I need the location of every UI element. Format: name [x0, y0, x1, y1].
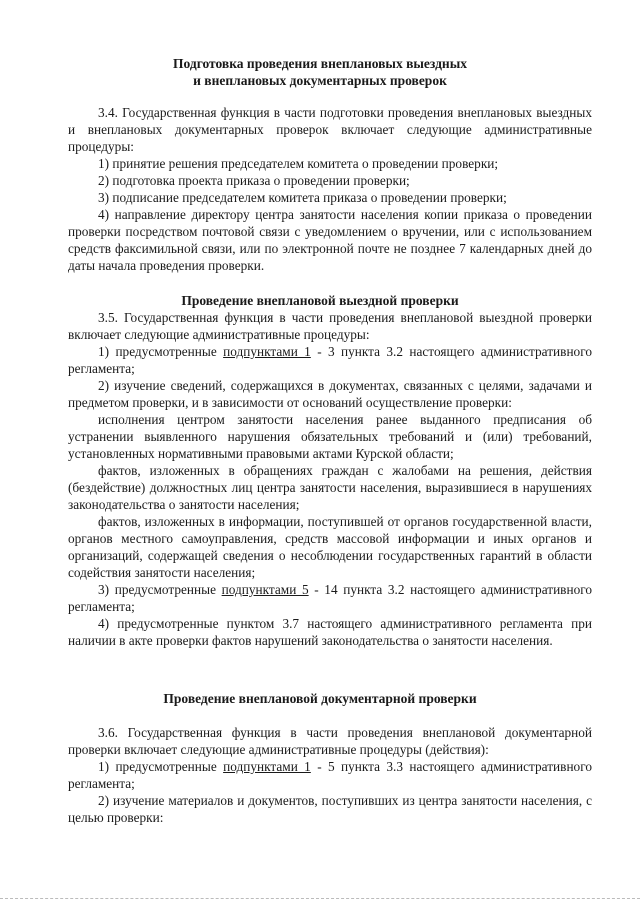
item-text: - 3 пункта 3.2 настоящего административного регламента;	[68, 344, 592, 376]
section-preparation-body	[68, 104, 592, 274]
section-onsite-body	[68, 309, 592, 649]
paragraph-3-5: 3.5. Государственная функция в части проведения внеплановой выездной проверки включает следующие административные процедуры:	[68, 310, 592, 342]
paragraph-3-6: 3.6. Государственная функция в части проведения внеплановой документарной проверки включает следующие административные процедуры (действия):	[68, 725, 592, 757]
list-item	[68, 758, 592, 792]
list-item: 2) подготовка проекта приказа о проведении проверки;	[98, 173, 410, 188]
section-heading-onsite-inspection	[60, 292, 580, 309]
section-documentary-body	[68, 724, 592, 826]
list-item: 1) принятие решения председателем комитета о проведении проверки;	[98, 156, 499, 171]
subparagraph-link[interactable]: подпунктами 5	[221, 582, 309, 597]
list-item	[68, 581, 592, 615]
subparagraph-link[interactable]: подпунктами 1	[223, 344, 311, 359]
item-text: - 14 пункта 3.2 настоящего административного регламента;	[68, 582, 592, 614]
list-subitem: исполнения центром занятости населения ранее выданного предписания об устранении выявленного нарушения обязательных требований и (или) требований, установленных нормативными правовыми актами Курской области;	[68, 412, 592, 461]
paragraph-3-4: 3.4. Государственная функция в части подготовки проведения внеплановых выездных и внеплановых документарных проверок включает следующие административные процедуры:	[68, 105, 592, 154]
list-item	[68, 343, 592, 377]
item-text: 1) предусмотренные	[98, 344, 224, 359]
section-heading-preparation	[60, 55, 580, 89]
heading-line: Проведение внеплановой выездной проверки	[181, 293, 459, 308]
list-subitem: фактов, изложенных в обращениях граждан с жалобами на решения, действия (бездействие) должностных лиц центра занятости населения, выразившиеся в нарушениях законодательства о занятости населения;	[68, 463, 592, 512]
heading-line-2: и внеплановых документарных проверок	[193, 73, 447, 88]
heading-line: Проведение внеплановой документарной проверки	[163, 691, 477, 706]
list-item: 4) направление директору центра занятости населения копии приказа о проведении проверки посредством почтовой связи с уведомлением о вручении, или с использованием средств факсимильной связи, или по электронной почте не позднее 7 календарных дней до даты начала проведения проверки.	[68, 207, 592, 273]
scan-edge-divider	[0, 898, 640, 900]
list-item: 4) предусмотренные пунктом 3.7 настоящего административного регламента при наличии в акте проверки фактов нарушений законодательства о занятости населения.	[68, 616, 592, 648]
list-subitem: фактов, изложенных в информации, поступившей от органов государственной власти, органов местного самоуправления, средств массовой информации и иных органов и организаций, содержащей сведения о несоблюдении государственных гарантий в области содействия занятости населения;	[68, 514, 592, 580]
section-heading-documentary-inspection	[60, 690, 580, 707]
item-text: - 5 пункта 3.3 настоящего административного регламента;	[68, 759, 592, 791]
heading-line-1: Подготовка проведения внеплановых выездных	[173, 56, 467, 71]
list-item: 2) изучение материалов и документов, поступивших из центра занятости населения, с целью проверки:	[68, 793, 592, 825]
list-item: 2) изучение сведений, содержащихся в документах, связанных с целями, задачами и предметом проверки, и в зависимости от оснований осуществление проверки:	[68, 378, 592, 410]
item-text: 3) предусмотренные	[98, 582, 222, 597]
list-item: 3) подписание председателем комитета приказа о проведении проверки;	[98, 190, 507, 205]
subparagraph-link[interactable]: подпунктами 1	[223, 759, 311, 774]
item-text: 1) предусмотренные	[98, 759, 224, 774]
